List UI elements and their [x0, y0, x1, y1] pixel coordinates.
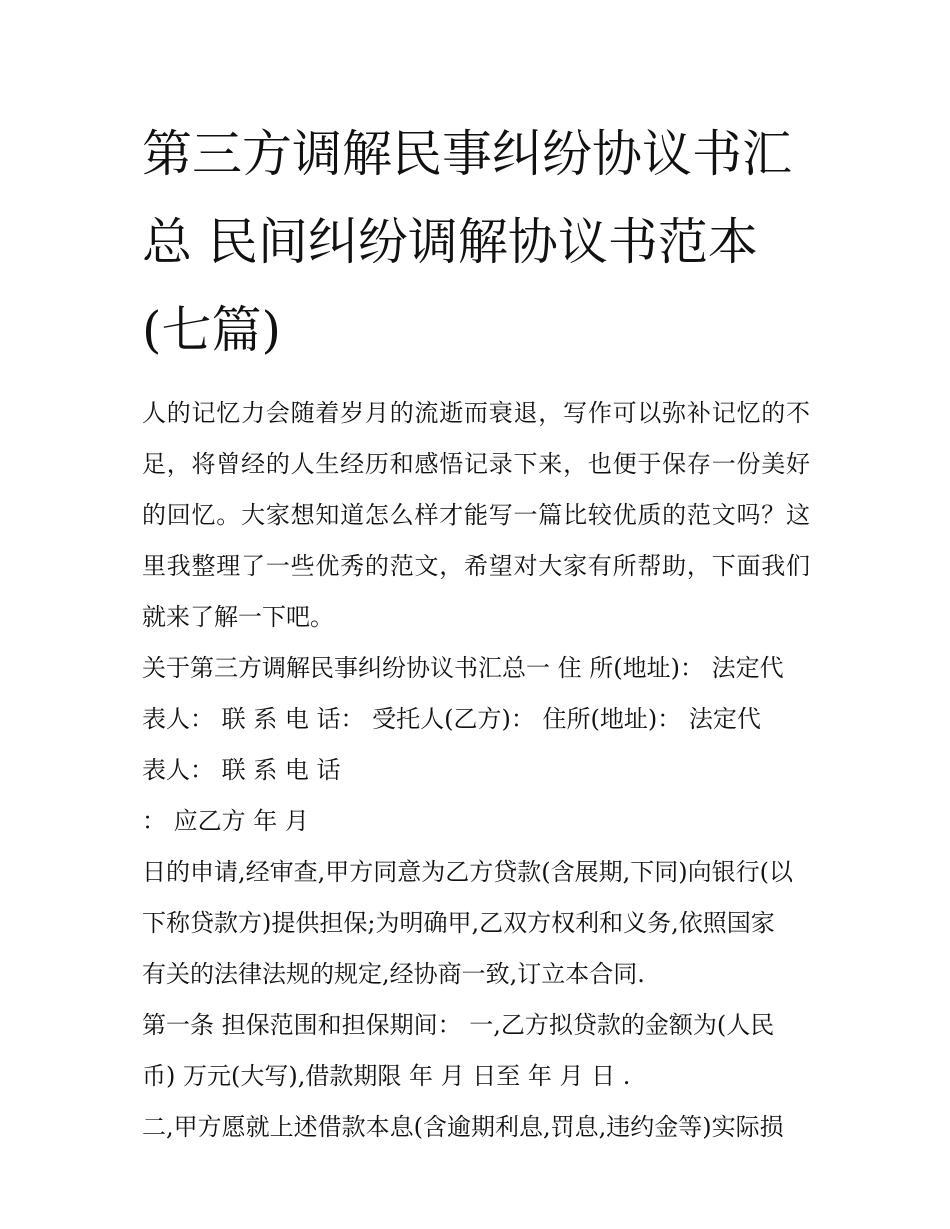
document-title — [142, 110, 810, 374]
body-line: 表人： 联 系 电 话： 受托人(乙方)： 住所(地址)： 法定代 — [142, 705, 761, 733]
document-content — [142, 110, 810, 1153]
body-line: 关于第三方调解民事纠纷协议书汇总一 住 所(地址)： 法定代 — [142, 654, 784, 682]
body-line: 人的记忆力会随着岁月的流逝而衰退，写作可以弥补记忆的不 — [142, 399, 810, 427]
title-line: (七篇) — [142, 301, 282, 359]
body-line: 就来了解一下吧。 — [142, 603, 334, 631]
body-line: 下称贷款方)提供担保;为明确甲,乙双方权利和义务,依照国家 — [142, 909, 775, 937]
body-line: 币) 万元(大写),借款期限 年 月 日至 年 月 日 . — [142, 1062, 631, 1090]
title-line: 第三方调解民事纠纷协议书汇 — [142, 125, 792, 183]
document-body — [142, 388, 810, 1153]
body-line: 有关的法律法规的规定,经协商一致,订立本合同. — [142, 960, 645, 988]
body-line: 的回忆。大家想知道怎么样才能写一篇比较优质的范文吗？这 — [142, 501, 810, 529]
body-line: 里我整理了一些优秀的范文，希望对大家有所帮助，下面我们 — [142, 552, 810, 580]
body-line: 二,甲方愿就上述借款本息(含逾期利息,罚息,违约金等)实际损 — [142, 1113, 784, 1141]
body-line: 表人： 联 系 电 话 — [142, 756, 341, 784]
body-line: ： 应乙方 年 月 — [142, 807, 309, 835]
body-line: 足，将曾经的人生经历和感悟记录下来，也便于保存一份美好 — [142, 450, 810, 478]
body-line: 第一条 担保范围和担保期间： 一,乙方拟贷款的金额为(人民 — [142, 1011, 775, 1039]
body-line: 日的申请,经审查,甲方同意为乙方贷款(含展期,下同)向银行(以 — [142, 858, 793, 886]
title-line: 总 民间纠纷调解协议书范本 — [142, 213, 758, 271]
